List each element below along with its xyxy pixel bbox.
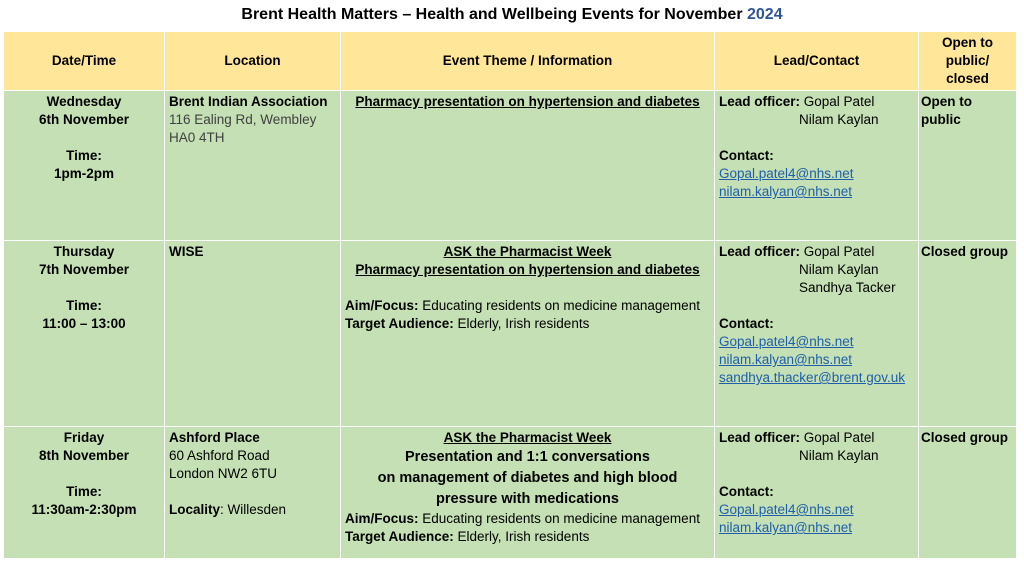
lead-officer: Nilam Kaylan bbox=[799, 448, 879, 463]
time-label: Time: bbox=[66, 484, 102, 499]
table-row bbox=[4, 427, 1017, 559]
contact-label: Contact: bbox=[719, 484, 774, 499]
header-lead: Lead/Contact bbox=[715, 32, 919, 91]
aim-label: Aim/Focus: bbox=[345, 298, 419, 313]
header-open: Open to public/ closed bbox=[919, 32, 1017, 91]
title-text: Brent Health Matters – Health and Wellbeing Events for November bbox=[241, 6, 743, 23]
date-cell bbox=[4, 427, 165, 559]
location-address: 60 Ashford Road bbox=[169, 448, 270, 463]
event-title: ASK the Pharmacist Week bbox=[443, 430, 612, 445]
location-name: Ashford Place bbox=[169, 430, 260, 445]
contact-label: Contact: bbox=[719, 316, 774, 331]
location-postcode: HA0 4TH bbox=[169, 130, 225, 145]
event-description: pressure with medications bbox=[436, 491, 619, 507]
audience-label: Target Audience: bbox=[345, 529, 454, 544]
event-cell bbox=[341, 427, 715, 559]
aim-label: Aim/Focus: bbox=[345, 511, 419, 526]
header-date: Date/Time bbox=[4, 32, 165, 91]
lead-cell bbox=[715, 91, 919, 241]
location-cell bbox=[165, 427, 341, 559]
time: 1pm-2pm bbox=[53, 166, 114, 181]
locality-value: : Willesden bbox=[220, 502, 287, 517]
date-cell bbox=[4, 241, 165, 427]
lead-officer: Gopal Patel bbox=[803, 94, 875, 109]
open-status: Closed group bbox=[919, 241, 1017, 427]
audience-label: Target Audience: bbox=[345, 316, 454, 331]
date-cell bbox=[4, 91, 165, 241]
lead-officer: Gopal Patel bbox=[803, 430, 875, 445]
location-address: 116 Ealing Rd, Wembley bbox=[169, 112, 317, 127]
location-cell bbox=[165, 241, 341, 427]
email-link[interactable]: Gopal.patel4@nhs.net bbox=[719, 334, 854, 349]
lead-label: Lead officer: bbox=[719, 94, 801, 109]
date: 7th November bbox=[38, 262, 130, 277]
header-event: Event Theme / Information bbox=[341, 32, 715, 91]
locality-label: Locality bbox=[169, 502, 221, 517]
lead-officer: Gopal Patel bbox=[803, 244, 875, 259]
day: Thursday bbox=[53, 244, 115, 259]
email-link[interactable]: Gopal.patel4@nhs.net bbox=[719, 502, 854, 517]
location-postcode: London NW2 6TU bbox=[169, 466, 278, 481]
location-cell bbox=[165, 91, 341, 241]
date: 8th November bbox=[38, 448, 130, 463]
event-title: Pharmacy presentation on hypertension and diabetes bbox=[355, 94, 700, 109]
email-link[interactable]: Gopal.patel4@nhs.net bbox=[719, 166, 854, 181]
lead-officer: Nilam Kaylan bbox=[799, 262, 879, 277]
event-cell bbox=[341, 91, 715, 241]
lead-label: Lead officer: bbox=[719, 430, 801, 445]
day: Friday bbox=[63, 430, 105, 445]
aim-text: Educating residents on medicine management bbox=[422, 511, 700, 526]
open-status: Closed group bbox=[919, 427, 1017, 559]
contact-label: Contact: bbox=[719, 148, 774, 163]
email-link[interactable]: nilam.kalyan@nhs.net bbox=[719, 184, 853, 199]
events-table bbox=[3, 31, 1017, 559]
audience-text: Elderly, Irish residents bbox=[457, 316, 590, 331]
header-location: Location bbox=[165, 32, 341, 91]
email-link[interactable]: nilam.kalyan@nhs.net bbox=[719, 352, 853, 367]
lead-officer: Nilam Kaylan bbox=[799, 112, 879, 127]
event-description: on management of diabetes and high blood bbox=[377, 470, 678, 486]
time-label: Time: bbox=[66, 298, 102, 313]
aim-text: Educating residents on medicine management bbox=[422, 298, 700, 313]
open-status: Open to public bbox=[919, 91, 1017, 241]
email-link[interactable]: nilam.kalyan@nhs.net bbox=[719, 520, 853, 535]
location-name: WISE bbox=[169, 244, 204, 259]
time: 11:00 – 13:00 bbox=[42, 316, 126, 331]
lead-cell bbox=[715, 241, 919, 427]
time: 11:30am-2:30pm bbox=[31, 502, 137, 517]
day: Wednesday bbox=[46, 94, 122, 109]
lead-cell bbox=[715, 427, 919, 559]
title-year: 2024 bbox=[747, 6, 783, 23]
event-subtitle: Pharmacy presentation on hypertension and diabetes bbox=[355, 262, 700, 277]
page-title bbox=[0, 4, 1024, 26]
date: 6th November bbox=[38, 112, 130, 127]
time-label: Time: bbox=[66, 148, 102, 163]
table-row bbox=[4, 241, 1017, 427]
header-row bbox=[4, 32, 1017, 91]
location-name: Brent Indian Association bbox=[169, 94, 328, 109]
audience-text: Elderly, Irish residents bbox=[457, 529, 590, 544]
table-row bbox=[4, 91, 1017, 241]
event-title: ASK the Pharmacist Week bbox=[443, 244, 612, 259]
event-cell bbox=[341, 241, 715, 427]
lead-officer: Sandhya Tacker bbox=[799, 280, 896, 295]
lead-label: Lead officer: bbox=[719, 244, 801, 259]
email-link[interactable]: sandhya.thacker@brent.gov.uk bbox=[719, 370, 906, 385]
event-description: Presentation and 1:1 conversations bbox=[405, 449, 650, 465]
